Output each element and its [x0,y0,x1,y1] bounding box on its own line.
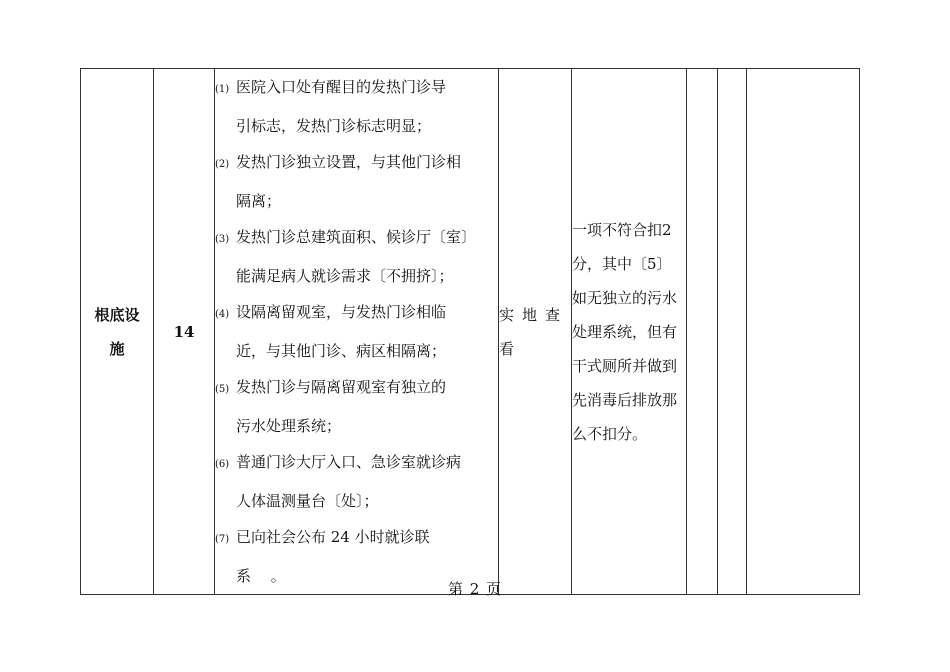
requirement-item [215,69,498,144]
item-text: 已向社会公布 24 小时就诊联 [236,528,430,546]
item-number: (5) [215,384,230,395]
method-text: 实地查看 [499,305,569,358]
requirement-item [215,444,498,519]
requirement-item [215,219,498,294]
item-text: 医院入口处有醒目的发热门诊导 [236,78,447,96]
item-number: (4) [215,309,230,320]
item-text-cont: 污水处理系统； [236,417,342,435]
requirement-item [215,369,498,444]
category-text: 根底设施 [94,305,140,358]
item-number: (7) [215,534,230,545]
assessment-table [80,68,860,595]
item-text-cont: 隔离； [236,192,282,210]
deduction-text: 一项不符合扣2分，其中〔5〕如无独立的污水处理系统，但有干式厕所并做到先消毒后排放那么不扣分。 [572,220,678,443]
item-text-cont: 能满足病人就诊需求〔不拥挤〕； [236,267,454,285]
table-row [81,69,860,595]
category-cell [81,69,154,595]
empty-cell [687,69,718,595]
item-text: 设隔离留观室，与发热门诊相临 [236,303,447,321]
item-number: (6) [215,459,230,470]
item-text-cont: 系 。 [236,567,286,585]
empty-cell [747,69,860,595]
item-text: 普通门诊大厅入口、急诊室就诊病 [236,453,462,471]
page-number: 第 2 页 [447,580,503,598]
item-text: 发热门诊总建筑面积、候诊厅〔室〕 [236,228,477,246]
score-cell [154,69,215,595]
item-text-cont: 引标志，发热门诊标志明显； [236,117,432,135]
requirements-cell [215,69,499,595]
item-number: (3) [215,234,230,245]
item-text: 发热门诊与隔离留观室有独立的 [236,378,447,396]
empty-cell [718,69,747,595]
item-number: (2) [215,159,230,170]
method-cell [499,69,572,595]
item-text-cont: 人体温测量台〔处〕； [236,492,379,510]
score-value: 14 [173,322,195,341]
item-text-cont: 近，与其他门诊、病区相隔离； [236,342,447,360]
requirement-item [215,144,498,219]
deduction-cell [572,69,687,595]
item-number: (1) [215,84,230,95]
item-text: 发热门诊独立设置，与其他门诊相 [236,153,462,171]
requirement-item [215,294,498,369]
